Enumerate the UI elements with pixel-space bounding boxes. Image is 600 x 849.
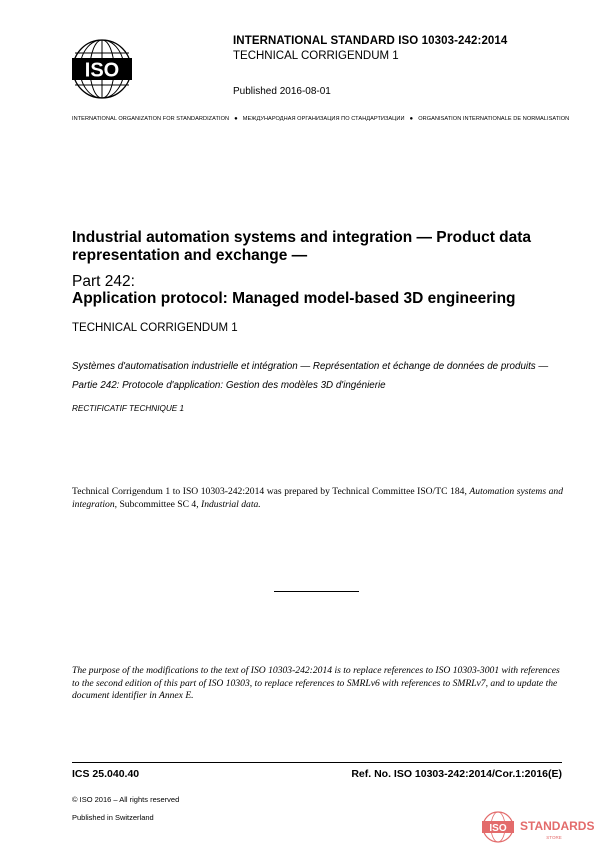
store-logo-icon <box>482 812 514 842</box>
published-in: Published in Switzerland <box>72 813 154 822</box>
footer-divider <box>72 762 562 763</box>
reference-number: Ref. No. ISO 10303-242:2014/Cor.1:2016(E) <box>351 768 562 780</box>
part-title: Application protocol: Managed model-based 3D engineering <box>72 290 516 307</box>
store-sub: STORE <box>546 835 562 840</box>
divider <box>274 591 359 592</box>
document-title: Industrial automation systems and integration — Product data representation and exchange — <box>72 229 532 264</box>
bullet-icon: ● <box>234 116 238 122</box>
technical-corrigendum: TECHNICAL CORRIGENDUM 1 <box>72 322 238 334</box>
copyright: © ISO 2016 – All rights reserved <box>72 795 180 804</box>
part-number: Part 242: <box>72 273 135 290</box>
org-name-en: INTERNATIONAL ORGANIZATION FOR STANDARDIZATION <box>72 116 230 122</box>
org-name-ru: МЕЖДУНАРОДНАЯ ОРГАНИЗАЦИЯ ПО СТАНДАРТИЗАЦИИ <box>242 116 405 122</box>
org-name-fr: ORGANISATION INTERNATIONALE DE NORMALISATION <box>418 116 570 122</box>
logo-text: ISO <box>84 59 120 82</box>
prep-intro: Technical Corrigendum 1 to ISO 10303-242:2014 was prepared by Technical Committee ISO/TC 184, <box>72 486 470 497</box>
published-date: Published 2016-08-01 <box>233 86 331 97</box>
store-label: STANDARDS <box>520 819 594 833</box>
french-title: Systèmes d'automatisation industrielle et intégration — Représentation et échange de données de produits — <box>72 361 549 372</box>
purpose-statement: The purpose of the modifications to the text of ISO 10303-242:2014 is to replace references to ISO 10303-3001 with references to the second edition of this part of ISO 10303, to replace references to SMRLv6 with references to SMRLv7, and to update the document identifier in Annex E. <box>72 665 560 701</box>
iso-logo <box>72 38 132 100</box>
bullet-icon: ● <box>409 116 414 122</box>
subcommittee-title: Industrial data. <box>201 498 261 510</box>
store-iso-text: ISO <box>489 823 507 834</box>
committee-title: Automation systems and integration, <box>72 486 563 510</box>
standard-title: INTERNATIONAL STANDARD ISO 10303-242:2014 <box>233 35 508 47</box>
preparation-statement <box>72 486 563 511</box>
organization-line <box>72 116 569 122</box>
corrigendum-label: TECHNICAL CORRIGENDUM 1 <box>233 50 399 62</box>
prep-middle: Subcommittee SC 4, <box>117 498 201 510</box>
ics-code: ICS 25.040.40 <box>72 768 140 780</box>
french-rectificatif: RECTIFICATIF TECHNIQUE 1 <box>72 404 185 413</box>
french-part-title: Partie 242: Protocole d'application: Gestion des modèles 3D d'ingénierie <box>72 380 386 391</box>
store-badge <box>482 810 594 844</box>
